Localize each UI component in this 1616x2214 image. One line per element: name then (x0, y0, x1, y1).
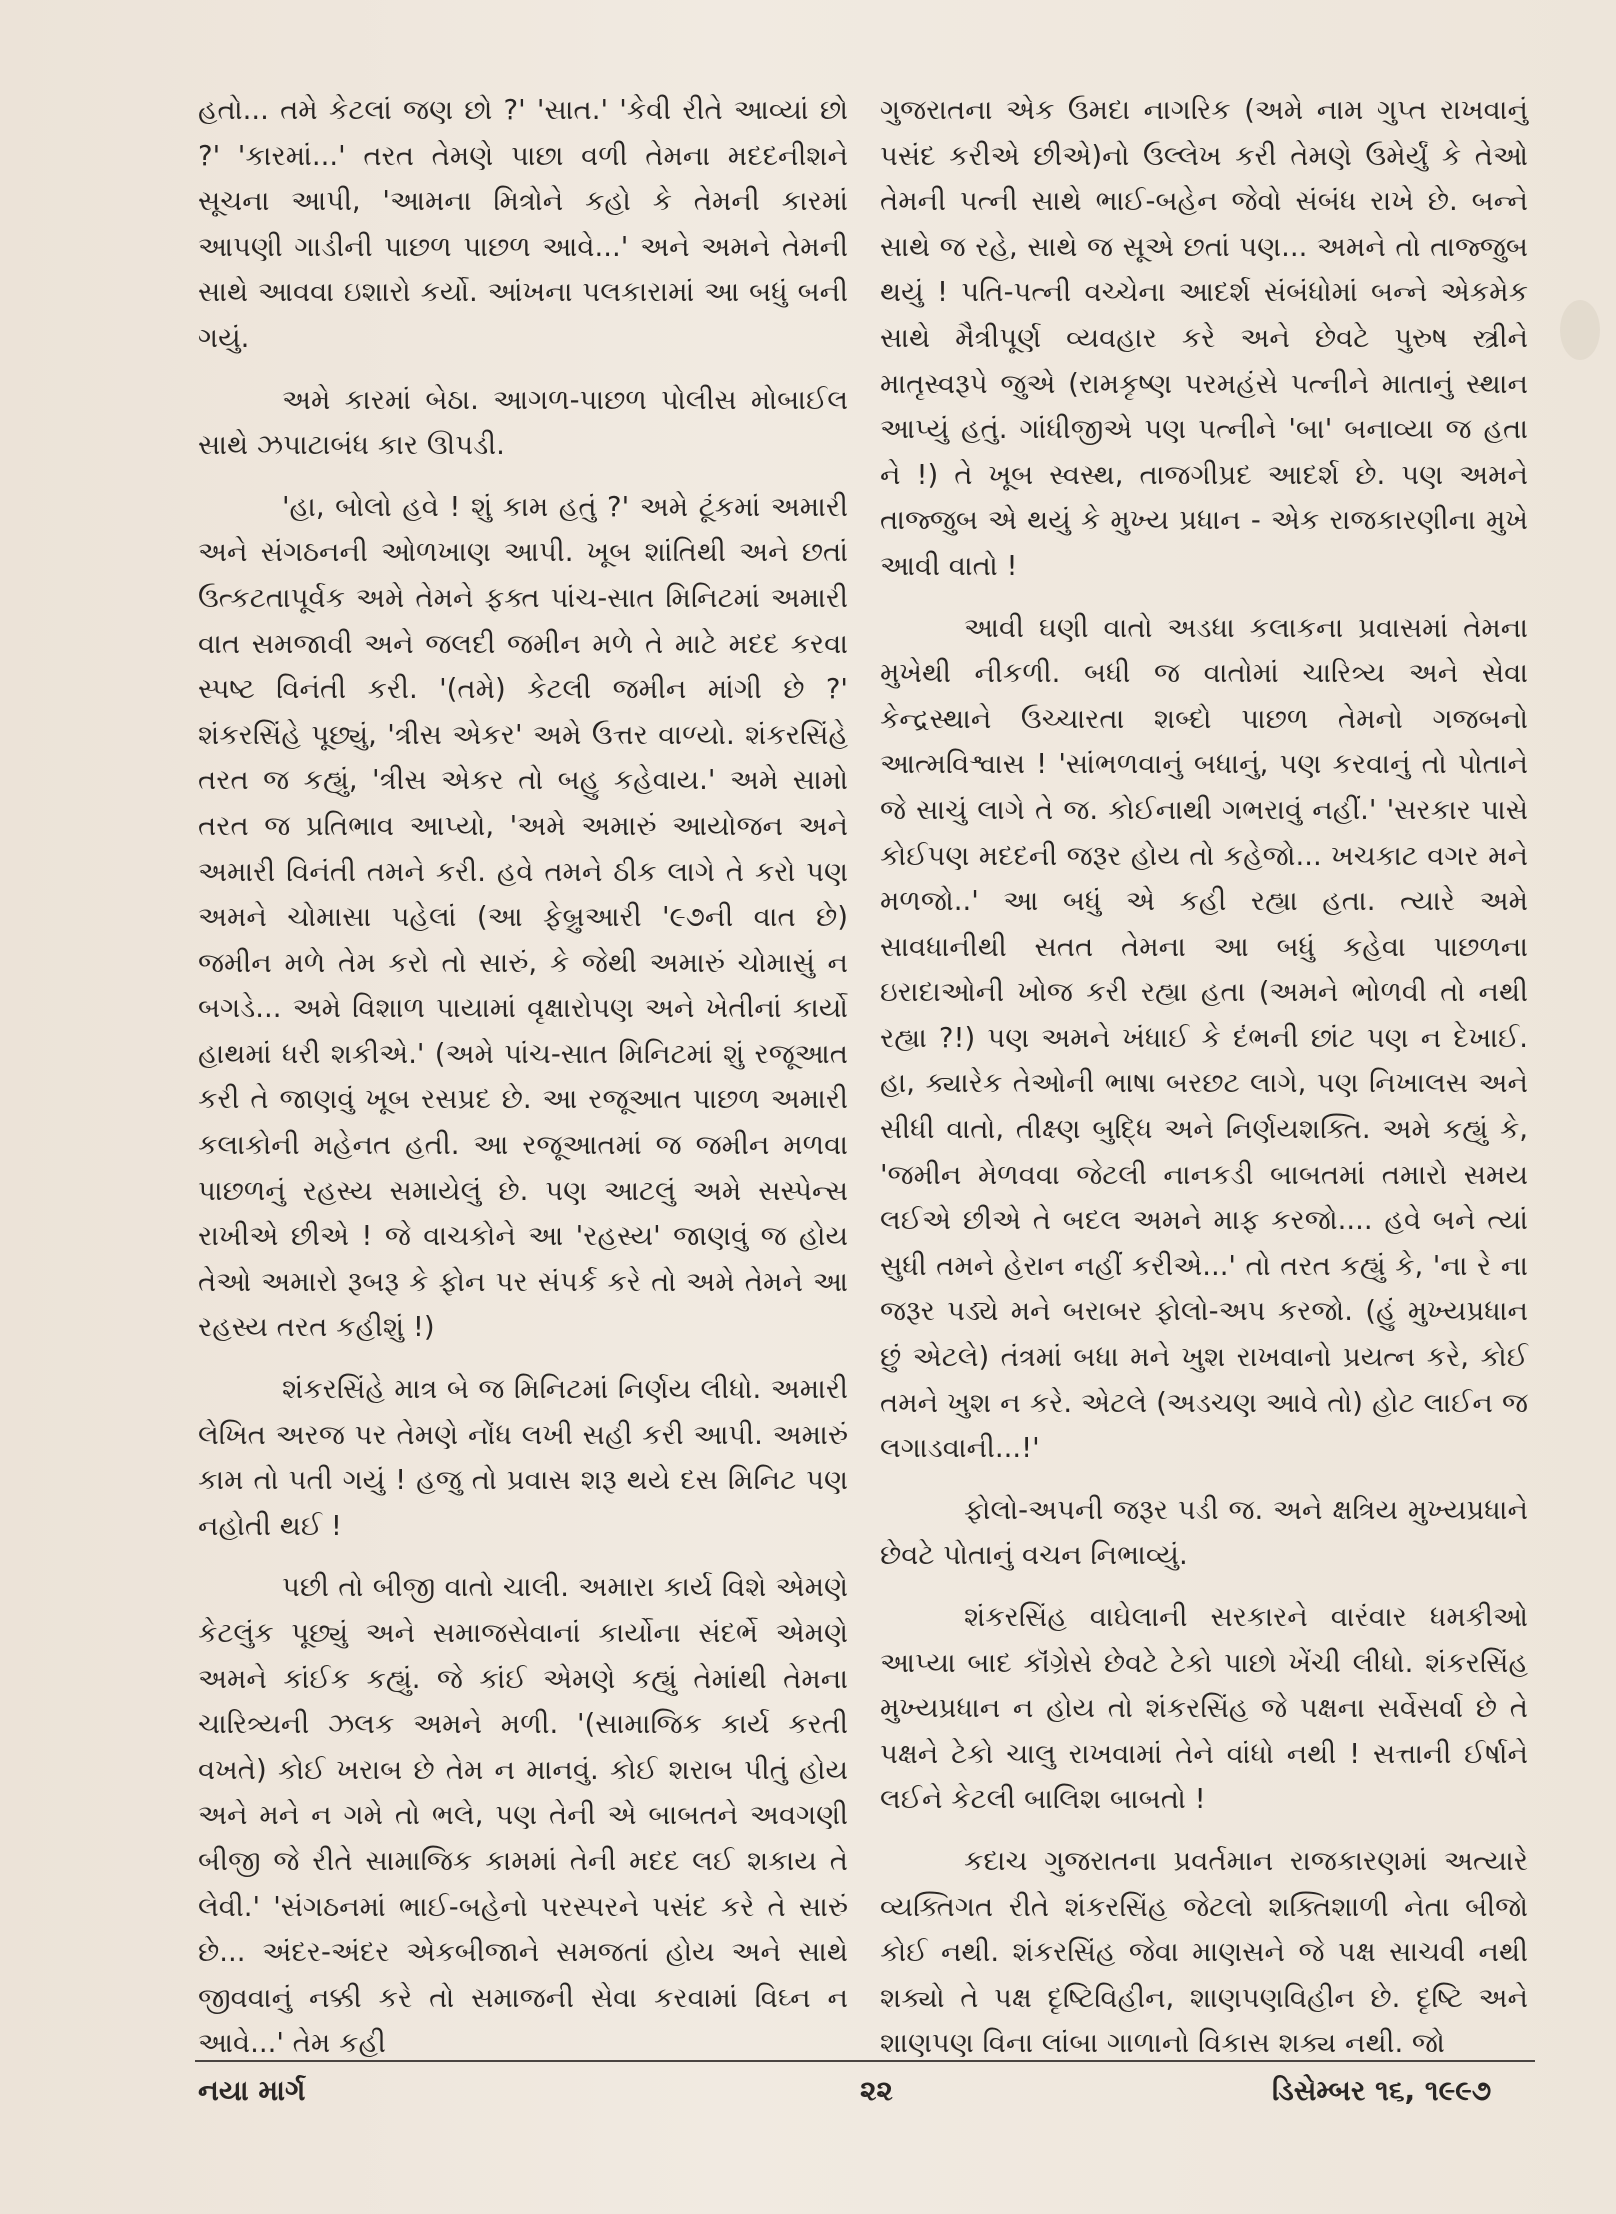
paragraph: આવી ઘણી વાતો અડધા કલાકના પ્રવાસમાં તેમના મુખેથી નીકળી. બધી જ વાતોમાં ચારિત્ર્ય અને સેવા કેન્દ્રસ્થાને ઉચ્ચારતા શબ્દો પાછળ તેમનો ગજબનો આત્મવિશ્વાસ ! 'સાંભળવાનું બધાનું, પણ કરવાનું તો પોતાને જે સાચું લાગે તે જ. કોઈનાથી ગભરાવું નહીં.' 'સરકાર પાસે કોઈપણ મદદની જરૂર હોય તો કહેજો... ખચકાટ વગર મને મળજો..' આ બધું એ કહી રહ્યા હતા. ત્યારે અમે સાવધાનીથી સતત તેમના આ બધું કહેવા પાછળના ઇરાદાઓની ખોજ કરી રહ્યા હતા (અમને ભોળવી તો નથી રહ્યા ?!) પણ અમને ખંધાઈ કે દંભની છાંટ પણ ન દેખાઈ. હા, ક્યારેક તેઓની ભાષા બરછટ લાગે, પણ નિખાલસ અને સીધી વાતો, તીક્ષ્ણ બુદ્ધિ અને નિર્ણયશક્તિ. અમે કહ્યું કે, 'જમીન મેળવવા જેટલી નાનકડી બાબતમાં તમારો સમય લઈએ છીએ તે બદલ અમને માફ કરજો.... હવે બને ત્યાં સુધી તમને હેરાન નહીં કરીએ...' તો તરત કહ્યું કે, 'ના રે ના જરૂર પડ્યે મને બરાબર ફોલો-અપ કરજો. (હું મુખ્યપ્રધાન છું એટલે) તંત્રમાં બધા મને ખુશ રાખવાનો પ્રયત્ન કરે, કોઈ તમને ખુશ ન કરે. એટલે (અડચણ આવે તો) હોટ લાઈન જ લગાડવાની...!' (880, 611, 1528, 1465)
paragraph: શંકરસિંહ વાઘેલાની સરકારને વારંવાર ધમકીઓ આપ્યા બાદ કૉંગ્રેસે છેવટે ટેકો પાછો ખેંચી લીધો. શંકરસિંહ મુખ્યપ્રધાન ન હોય તો શંકરસિંહ જે પક્ષના સર્વેસર્વા છે તે પક્ષને ટેકો ચાલુ રાખવામાં તેને વાંધો નથી ! સત્તાની ઈર્ષાને લઈને કેટલી બાલિશ બાબતો ! (880, 1601, 1528, 1816)
paragraph: ગુજરાતના એક ઉમદા નાગરિક (અમે નામ ગુપ્ત રાખવાનું પસંદ કરીએ છીએ)નો ઉલ્લેખ કરી તેમણે ઉમેર્યું કે તેઓ તેમની પત્ની સાથે ભાઈ-બહેન જેવો સંબંધ રાખે છે. બન્ને સાથે જ રહે, સાથે જ સૂએ છતાં પણ... અમને તો તાજ્જુબ થયું ! પતિ-પત્ની વચ્ચેના આદર્શ સંબંધોમાં બન્ને એકમેક સાથે મૈત્રીપૂર્ણ વ્યવહાર કરે અને છેવટે પુરુષ સ્ત્રીને માતૃસ્વરૂપે જુએ (રામકૃષ્ણ પરમહંસે પત્નીને માતાનું સ્થાન આપ્યું હતું. ગાંધીજીએ પણ પત્નીને 'બા' બનાવ્યા જ હતા ને !) તે ખૂબ સ્વસ્થ, તાજગીપ્રદ આદર્શ છે. પણ અમને તાજ્જુબ એ થયું કે મુખ્ય પ્રધાન - એક રાજકારણીના મુખે આવી વાતો ! (880, 94, 1528, 582)
paragraph: હતો... તમે કેટલાં જણ છો ?' 'સાત.' 'કેવી રીતે આવ્યાં છો ?' 'કારમાં...' તરત તેમણે પાછા વળી તેમના મદદનીશને સૂચના આપી, 'આમના મિત્રોને કહો કે તેમની કારમાં આપણી ગાડીની પાછળ પાછળ આવે...' અને અમને તેમની સાથે આવવા ઇશારો કર્યો. આંખના પલકારામાં આ બધું બની ગયું. (198, 94, 848, 354)
right-column (880, 88, 1528, 2083)
paragraph: કદાચ ગુજરાતના પ્રવર્તમાન રાજકારણમાં અત્યારે વ્યક્તિગત રીતે શંકરસિંહ જેટલો શક્તિશાળી નેતા બીજો કોઈ નથી. શંકરસિંહ જેવા માણસને જે પક્ષ સાચવી નથી શક્યો તે પક્ષ દૃષ્ટિવિહીન, શાણપણવિહીન છે. દૃષ્ટિ અને શાણપણ વિના લાંબા ગાળાનો વિકાસ શક્ય નથી. જો (880, 1844, 1528, 2060)
paragraph: 'હા, બોલો હવે ! શું કામ હતું ?' અમે ટૂંકમાં અમારી અને સંગઠનની ઓળખાણ આપી. ખૂબ શાંતિથી અને છતાં ઉત્કટતાપૂર્વક અમે તેમને ફક્ત પાંચ-સાત મિનિટમાં અમારી વાત સમજાવી અને જલદી જમીન મળે તે માટે મદદ કરવા સ્પષ્ટ વિનંતી કરી. '(તમે) કેટલી જમીન માંગી છે ?' શંકરસિંહે પૂછ્યું, 'ત્રીસ એકર' અમે ઉત્તર વાળ્યો. શંકરસિંહે તરત જ કહ્યું, 'ત્રીસ એકર તો બહુ કહેવાય.' અમે સામો તરત જ પ્રતિભાવ આપ્યો, 'અમે અમારું આયોજન અને અમારી વિનંતી તમને કરી. હવે તમને ઠીક લાગે તે કરો પણ અમને ચોમાસા પહેલાં (આ ફેબ્રુઆરી '૯૭ની વાત છે) જમીન મળે તેમ કરો તો સારું, કે જેથી અમારું ચોમાસું ન બગડે... અમે વિશાળ પાયામાં વૃક્ષારોપણ અને ખેતીનાં કાર્યો હાથમાં ધરી શકીએ.' (અમે પાંચ-સાત મિનિટમાં શું રજૂઆત કરી તે જાણવું ખૂબ રસપ્રદ છે. આ રજૂઆત પાછળ અમારી કલાકોની મહેનત હતી. આ રજૂઆતમાં જ જમીન મળવા પાછળનું રહસ્ય સમાયેલું છે. પણ આટલું અમે સસ્પેન્સ રાખીએ છીએ ! જે વાચકોને આ 'રહસ્ય' જાણવું જ હોય તેઓ અમારો રૂબરૂ કે ફોન પર સંપર્ક કરે તો અમે તેમને આ રહસ્ય તરત કહીશું !) (198, 490, 849, 1344)
left-column (198, 88, 848, 2083)
page-number: ૨૨ (860, 2074, 893, 2107)
paragraph: અમે કારમાં બેઠા. આગળ-પાછળ પોલીસ મોબાઈલ સાથે ઝપાટાબંધ કાર ઊપડી. (198, 383, 848, 462)
publication-name: નયા માર્ગ (198, 2074, 306, 2107)
footer-divider (195, 2060, 1535, 2062)
paper-stain (1560, 300, 1600, 360)
paragraph: પછી તો બીજી વાતો ચાલી. અમારા કાર્ય વિશે એમણે કેટલુંક પૂછ્યું અને સમાજસેવાનાં કાર્યોના સંદર્ભે એમણે અમને કાંઈક કહ્યું. જે કાંઈ એમણે કહ્યું તેમાંથી તેમના ચારિત્ર્યની ઝલક અમને મળી. '(સામાજિક કાર્ય કરતી વખતે) કોઈ ખરાબ છે તેમ ન માનવું. કોઈ શરાબ પીતું હોય અને મને ન ગમે તો ભલે, પણ તેની એ બાબતને અવગણી બીજી જે રીતે સામાજિક કામમાં તેની મદદ લઈ શકાય તે લેવી.' 'સંગઠનમાં ભાઈ-બહેનો પરસ્પરને પસંદ કરે તે સારું છે... અંદર-અંદર એકબીજાને સમજતાં હોય અને સાથે જીવવાનું નક્કી કરે તો સમાજની સેવા કરવામાં વિઘ્ન ન આવે...' તેમ કહી (198, 1571, 848, 2060)
issue-date: ડિસેમ્બર ૧૬, ૧૯૯૭ (1272, 2074, 1492, 2107)
paragraph: ફોલો-અપની જરૂર પડી જ. અને ક્ષત્રિય મુખ્યપ્રધાને છેવટે પોતાનું વચન નિભાવ્યું. (880, 1493, 1528, 1572)
paragraph: શંકરસિંહે માત્ર બે જ મિનિટમાં નિર્ણય લીધો. અમારી લેખિત અરજ પર તેમણે નોંધ લખી સહી કરી આપી. અમારું કામ તો પતી ગયું ! હજુ તો પ્રવાસ શરૂ થયે દસ મિનિટ પણ નહોતી થઈ ! (198, 1373, 848, 1542)
